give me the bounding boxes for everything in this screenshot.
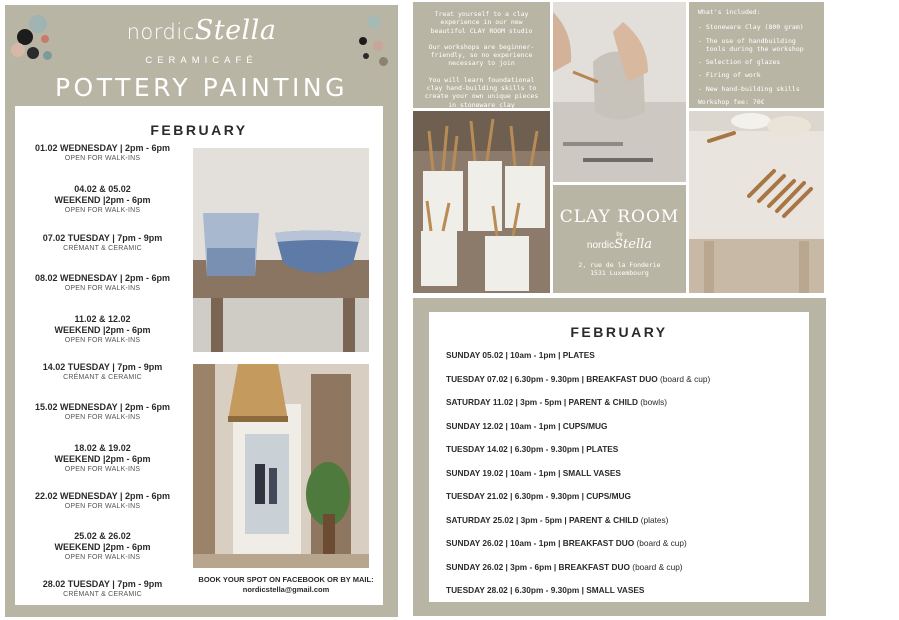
workshop-row	[446, 397, 667, 407]
workshop-row-text: TUESDAY 21.02 | 6.30pm - 9.30pm | CUPS/MUG	[446, 491, 631, 501]
workshop-row-detail: (board & cup)	[634, 538, 687, 548]
schedule-note: CRÉMANT & CERAMIC	[63, 245, 142, 252]
schedule-weekend-time: WEEKEND |2pm - 6pm	[54, 195, 151, 205]
included-item: - Selection of glazes	[698, 58, 781, 67]
workshop-row	[446, 538, 687, 548]
workshop-row-text: SUNDAY 05.02 | 10am - 1pm | PLATES	[446, 350, 595, 360]
schedule-entry	[15, 491, 190, 511]
workshop-row	[446, 350, 595, 360]
workshop-row	[446, 491, 631, 501]
schedule-date-time: 15.02 WEDNESDAY | 2pm - 6pm	[34, 402, 171, 412]
schedule-note: OPEN FOR WALK-INS	[64, 414, 141, 421]
booking-info	[197, 575, 375, 595]
schedule-note: OPEN FOR WALK-INS	[64, 207, 141, 214]
workshop-row-detail: (board & cup)	[657, 373, 711, 384]
intro-paragraph-3: You will learn foundational clay hand-building skills to create your own unique pieces in stoneware clay	[424, 75, 539, 108]
hands-clay-photo	[553, 2, 686, 182]
clay-room-address-1: 2, rue de la Fonderie	[578, 261, 661, 269]
workshop-row	[446, 374, 710, 384]
schedule-date-time: 07.02 TUESDAY | 7pm - 9pm	[42, 233, 163, 243]
schedule-note: CRÉMANT & CERAMIC	[63, 374, 142, 381]
schedule-entry	[15, 184, 190, 215]
workshop-fee: Workshop fee: 70€	[698, 98, 765, 107]
month-title: FEBRUARY	[150, 122, 248, 138]
included-item: - Firing of work	[698, 71, 761, 80]
workshop-row-detail: (bowls)	[637, 397, 668, 407]
booking-text: BOOK YOUR SPOT ON FACEBOOK OR BY MAIL:	[198, 575, 374, 584]
bowls-photo	[193, 148, 369, 352]
schedule-entry	[15, 314, 190, 345]
schedule-date-time: 04.02 & 05.02	[74, 184, 131, 194]
schedule-date-time: 11.02 & 12.02	[74, 314, 131, 324]
included-item: - The use of handbuilding tools during the workshop	[698, 36, 804, 53]
schedule-weekend-time: WEEKEND |2pm - 6pm	[54, 542, 151, 552]
poster-title: POTTERY PAINTING	[54, 73, 348, 102]
workshop-row	[446, 421, 607, 431]
workshop-row-text: TUESDAY 14.02 | 6.30pm - 9.30pm | PLATES	[446, 444, 619, 454]
workshop-intro-tile	[413, 2, 550, 108]
included-heading: What's included:	[698, 8, 761, 16]
workshop-row	[446, 515, 668, 525]
schedule-weekend-time: WEEKEND |2pm - 6pm	[54, 325, 151, 335]
booking-email[interactable]: nordicstella@gmail.com	[242, 585, 330, 594]
workshop-row-text: SUNDAY 26.02 | 10am - 1pm | BREAKFAST DUO	[446, 538, 635, 548]
workshop-row-text: TUESDAY 07.02 | 6.30pm - 9.30pm | BREAKFAST DUO	[446, 373, 658, 384]
clay-room-brand: nordicStella	[586, 237, 653, 252]
schedule-entry	[15, 402, 190, 422]
intro-paragraph-1: Treat yourself to a clay experience in our new beautiful CLAY ROOM studio	[430, 10, 533, 35]
tools-jars-photo	[413, 111, 550, 293]
schedule-note: OPEN FOR WALK-INS	[64, 285, 141, 292]
whats-included-tile	[689, 2, 824, 108]
workbench-tools-photo	[689, 111, 824, 293]
intro-paragraph-2: Our workshops are beginner-friendly, so no experience necessary to join	[428, 42, 535, 68]
clay-room-title: CLAY ROOM	[559, 207, 680, 227]
schedule-note: OPEN FOR WALK-INS	[64, 554, 141, 561]
schedule-date-time: 25.02 & 26.02	[74, 531, 131, 541]
workshop-row-detail: (board & cup)	[630, 561, 683, 572]
schedule-date-time: 08.02 WEDNESDAY | 2pm - 6pm	[34, 273, 171, 283]
schedule-entry	[15, 362, 190, 382]
clay-workshop-poster	[413, 298, 826, 616]
schedule-entry	[15, 143, 190, 163]
clay-room-logo-tile	[553, 185, 686, 293]
schedule-entry	[15, 273, 190, 293]
schedule-note: OPEN FOR WALK-INS	[64, 155, 141, 162]
schedule-note: OPEN FOR WALK-INS	[64, 337, 141, 344]
workshop-row-text: SATURDAY 25.02 | 3pm - 5pm | PARENT & CHILD	[446, 514, 639, 525]
workshop-row-detail: (plates)	[638, 514, 669, 525]
schedule-date-time: 18.02 & 19.02	[74, 443, 131, 453]
schedule-date-time: 14.02 TUESDAY | 7pm - 9pm	[42, 362, 163, 372]
workshop-row-text: TUESDAY 28.02 | 6.30pm - 9.30pm | SMALL VASES	[446, 585, 645, 595]
workshop-row	[446, 585, 644, 595]
schedule-entry	[15, 579, 190, 599]
clay-room-address-2: 1531 Luxembourg	[590, 269, 649, 277]
workshop-row	[446, 468, 621, 478]
schedule-note: OPEN FOR WALK-INS	[64, 503, 141, 510]
included-item: - New hand-building skills	[698, 84, 800, 93]
schedule-weekend-time: WEEKEND |2pm - 6pm	[54, 454, 151, 464]
pottery-painting-poster	[5, 5, 398, 617]
brand-subtitle: CERAMICAFÉ	[145, 55, 258, 66]
workshop-row-text: SATURDAY 11.02 | 3pm - 5pm | PARENT & CHILD	[446, 397, 638, 407]
included-item: - Stoneware Clay (800 gram)	[698, 23, 804, 32]
clay-room-by: by	[616, 232, 623, 238]
schedule-note: CRÉMANT & CERAMIC	[63, 591, 142, 598]
schedule-date-time: 01.02 WEDNESDAY | 2pm - 6pm	[34, 143, 171, 153]
schedule-entry	[15, 233, 190, 253]
schedule-note: OPEN FOR WALK-INS	[64, 466, 141, 473]
workshop-month-title: FEBRUARY	[570, 324, 668, 340]
studio-doorway-photo	[193, 364, 369, 568]
schedule-entry	[15, 531, 190, 562]
schedule-panel	[15, 106, 383, 605]
workshop-row-text: SUNDAY 26.02 | 3pm - 6pm | BREAKFAST DUO	[446, 561, 630, 572]
workshop-row	[446, 562, 683, 572]
schedule-date-time: 22.02 WEDNESDAY | 2pm - 6pm	[34, 491, 171, 501]
schedule-date-time: 28.02 TUESDAY | 7pm - 9pm	[42, 579, 163, 589]
workshop-row-text: SUNDAY 19.02 | 10am - 1pm | SMALL VASES	[446, 467, 621, 478]
workshop-schedule-panel	[429, 312, 809, 602]
workshop-row	[446, 444, 618, 454]
schedule-entry	[15, 443, 190, 474]
workshop-row-text: SUNDAY 12.02 | 10am - 1pm | CUPS/MUG	[446, 420, 608, 431]
brand-logo: nordicStella	[126, 15, 277, 46]
included-list	[698, 23, 815, 93]
